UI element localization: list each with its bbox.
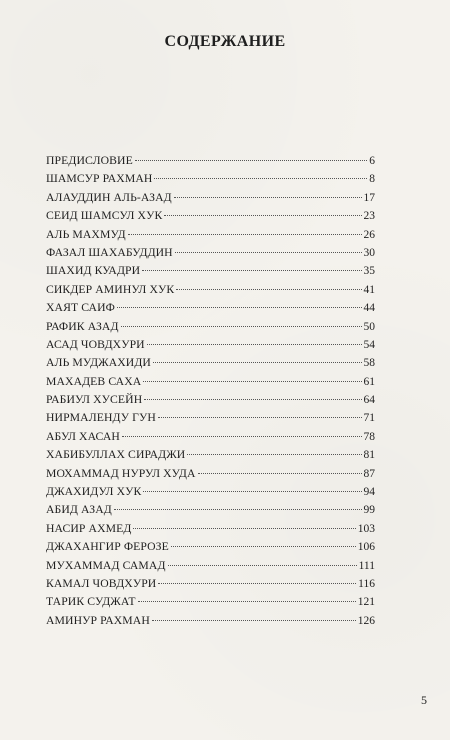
- toc-entry-title: ДЖАХИДУЛ ХУК: [46, 485, 142, 499]
- toc-entry-title: НИРМАЛЕНДУ ГУН: [46, 411, 156, 425]
- toc-entry-title: АЛЬ МУДЖАХИДИ: [46, 356, 151, 370]
- toc-entry-title: ФАЗАЛ ШАХАБУДДИН: [46, 245, 173, 259]
- toc-entry-page: 17: [363, 191, 375, 204]
- toc-entry-title: РАФИК АЗАД: [46, 319, 119, 333]
- toc-entry: [46, 612, 375, 630]
- toc-entry-title: РАБИУЛ ХУСЕЙН: [46, 393, 143, 407]
- toc-entry-page: 78: [363, 430, 375, 443]
- dot-leader: [153, 362, 362, 363]
- page-number: 5: [421, 693, 427, 707]
- dot-leader: [187, 454, 361, 455]
- toc-entry-title: КАМАЛ ЧОВДХУРИ: [46, 576, 157, 590]
- dot-leader: [158, 583, 356, 584]
- dot-leader: [143, 491, 361, 492]
- toc-entry-title: МАХАДЕВ САХА: [46, 374, 142, 388]
- toc-entry: [46, 262, 375, 280]
- toc-entry-title: МОХАММАД НУРУЛ ХУДА: [46, 466, 196, 480]
- toc-entry: [46, 520, 375, 538]
- toc-entry-page: 81: [363, 449, 375, 462]
- toc-entry-page: 126: [357, 614, 375, 627]
- toc-entry: [46, 593, 375, 611]
- toc-entry-title: АБУЛ ХАСАН: [46, 429, 120, 443]
- toc-entry: [46, 391, 375, 409]
- toc-entry-page: 41: [363, 283, 375, 296]
- dot-leader: [174, 197, 362, 198]
- dot-leader: [135, 160, 367, 161]
- toc-entry-page: 6: [369, 155, 375, 167]
- dot-leader: [117, 307, 362, 308]
- dot-leader: [143, 381, 361, 382]
- toc-entry-title: АМИНУР РАХМАН: [46, 613, 150, 627]
- dot-leader: [164, 215, 361, 216]
- page-title: СОДЕРЖАНИЕ: [164, 33, 286, 50]
- toc-entry-title: СЕИД ШАМСУЛ ХУК: [46, 209, 163, 223]
- toc-entry: [46, 483, 375, 501]
- toc-entry-page: 44: [363, 302, 375, 315]
- toc-entry-title: ПРЕДИСЛОВИЕ: [46, 154, 133, 167]
- toc-entry: [46, 299, 375, 317]
- dot-leader: [138, 601, 356, 602]
- dot-leader: [158, 417, 362, 418]
- toc-entry-title: АБИД АЗАД: [46, 503, 112, 517]
- toc-entry-title: ХАЯТ САИФ: [46, 301, 115, 315]
- toc-entry: [46, 409, 375, 427]
- dot-leader: [133, 528, 355, 529]
- toc-entry-page: 26: [363, 228, 375, 241]
- toc-entry-page: 111: [358, 559, 375, 572]
- toc-entry: [46, 373, 375, 391]
- toc-entry-page: 64: [363, 394, 375, 407]
- toc-entry: [46, 336, 375, 354]
- toc-entry-page: 54: [363, 338, 375, 351]
- toc-entry-title: ДЖАХАНГИР ФЕРОЗЕ: [46, 540, 169, 554]
- toc-entry: [46, 170, 375, 188]
- toc-entry-page: 116: [358, 577, 375, 590]
- toc-entry-page: 106: [357, 541, 375, 554]
- dot-leader: [122, 436, 362, 437]
- toc-entry-title: НАСИР АХМЕД: [46, 521, 132, 535]
- dot-leader: [142, 270, 361, 271]
- toc-entry: [46, 501, 375, 519]
- dot-leader: [147, 344, 362, 345]
- toc-entry-page: 23: [363, 210, 375, 223]
- toc-entry-title: ШАМСУР РАХМАН: [46, 172, 153, 186]
- toc-entry-page: 87: [363, 467, 375, 480]
- dot-leader: [176, 289, 361, 290]
- toc-entry: [46, 428, 375, 446]
- toc-entry: [46, 465, 375, 483]
- toc-entry: [46, 318, 375, 336]
- dot-leader: [114, 509, 362, 510]
- toc-entry: [46, 575, 375, 593]
- dot-leader: [168, 565, 357, 566]
- dot-leader: [152, 620, 356, 621]
- dot-leader: [128, 234, 362, 235]
- dot-leader: [154, 178, 367, 179]
- toc-entry-title: АЛАУДДИН АЛЬ-АЗАД: [46, 190, 172, 204]
- dot-leader: [198, 473, 362, 474]
- toc-entry-page: 30: [363, 246, 375, 259]
- toc-entry-page: 94: [363, 486, 375, 499]
- toc-entry-page: 121: [357, 596, 375, 609]
- dot-leader: [144, 399, 361, 400]
- toc-entry: [46, 152, 375, 170]
- toc-entry-title: МУХАММАД САМАД: [46, 558, 166, 572]
- toc-entry: [46, 538, 375, 556]
- toc-entry-page: 71: [363, 412, 375, 425]
- toc-entry: [46, 281, 375, 299]
- toc-entry: [46, 446, 375, 464]
- toc-entry-title: ТАРИК СУДЖАТ: [46, 595, 136, 609]
- toc-entry-page: 58: [363, 357, 375, 370]
- toc-entry-title: ХАБИБУЛЛАХ СИРАДЖИ: [46, 448, 186, 462]
- dot-leader: [121, 326, 362, 327]
- toc-entry-title: ШАХИД КУАДРИ: [46, 264, 141, 278]
- toc-entry-page: 50: [363, 320, 375, 333]
- dot-leader: [171, 546, 356, 547]
- toc-entry: [46, 354, 375, 372]
- toc-entry-title: СИКДЕР АМИНУЛ ХУК: [46, 282, 175, 296]
- toc-entry: [46, 189, 375, 207]
- table-of-contents: [46, 152, 375, 630]
- toc-entry-page: 8: [369, 173, 375, 186]
- toc-entry-page: 35: [363, 265, 375, 278]
- toc-entry-page: 99: [363, 504, 375, 517]
- toc-entry: [46, 557, 375, 575]
- toc-entry-page: 61: [363, 375, 375, 388]
- toc-entry-page: 103: [357, 522, 375, 535]
- toc-entry-title: АЛЬ МАХМУД: [46, 227, 126, 241]
- dot-leader: [175, 252, 362, 253]
- toc-entry: [46, 207, 375, 225]
- toc-entry-title: АСАД ЧОВДХУРИ: [46, 337, 145, 351]
- toc-entry: [46, 226, 375, 244]
- toc-entry: [46, 244, 375, 262]
